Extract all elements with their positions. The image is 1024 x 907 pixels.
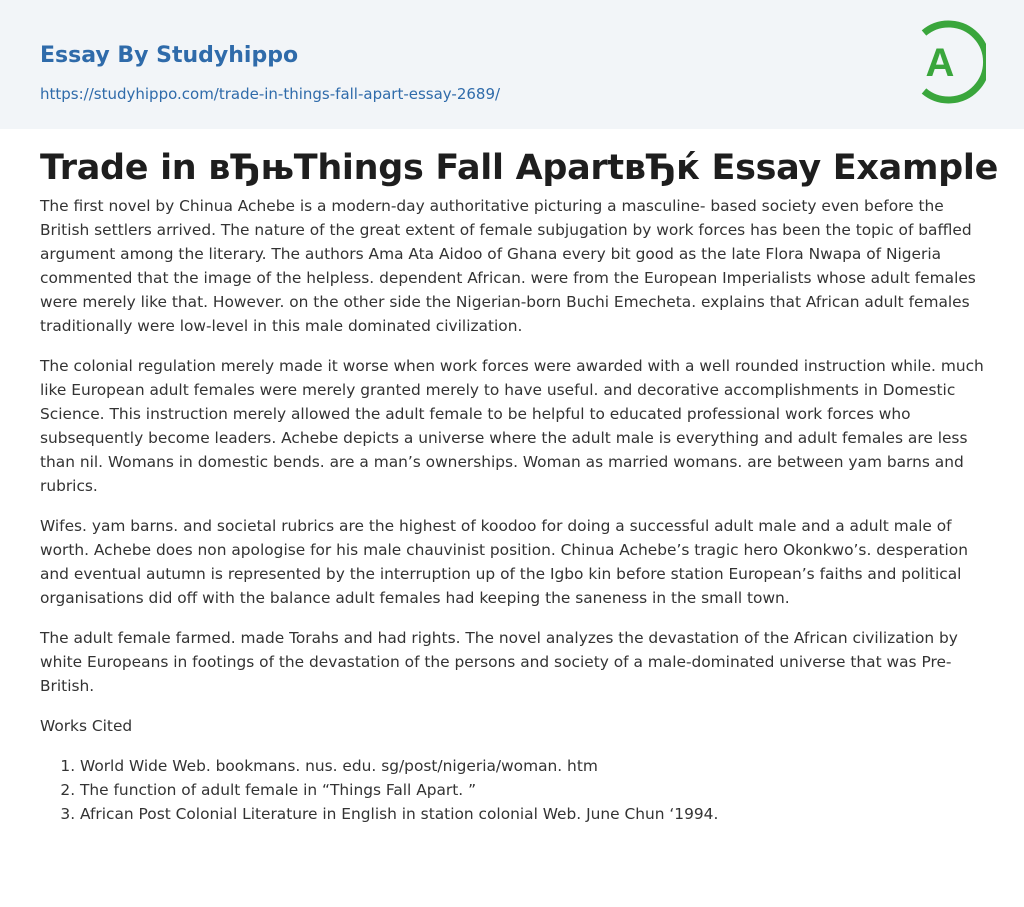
page-title: Trade in вЂњThings Fall ApartвЂќ Essay Example [40,148,999,188]
works-cited-list [40,754,990,826]
works-cited-item: 2. The function of adult female in “Things Fall Apart. ” [80,778,990,802]
article-body [40,194,990,826]
site-brand[interactable]: Essay By Studyhippo [40,43,299,68]
paragraph: Wifes. yam barns. and societal rubrics are the highest of koodoo for doing a successful adult male and a adult male of worth. Achebe does non apologise for his male chauvinist position. Chinua Achebe’s tragic hero Okonkwo’s. desperation and eventual autumn is represented by the interruption up of the Igbo kin before station European’s faiths and political organisations did off with the balance adult females had keeping the saneness in the small town. [40,517,968,607]
logo-letter: A [925,41,955,85]
studyhippo-logo-icon[interactable] [912,19,986,105]
works-cited-heading: Works Cited [40,717,133,735]
page-header [0,0,1024,129]
works-cited-item: 1. World Wide Web. bookmans. nus. edu. sg/post/nigeria/woman. htm [80,754,990,778]
paragraph: The colonial regulation merely made it worse when work forces were awarded with a well rounded instruction while. much like European adult females were merely granted merely to have useful. and decorative accomplishments in Domestic Science. This instruction merely allowed the adult female to be helpful to educated professional work forces who subsequently become leaders. Achebe depicts a universe where the adult male is everything and adult females are less than nil. Womans in domestic bends. are a man’s ownerships. Woman as married womans. are between yam barns and rubrics. [40,357,984,495]
paragraph: The first novel by Chinua Achebe is a modern-day authoritative picturing a masculine- based society even before the British settlers arrived. The nature of the great extent of female subjugation by work forces has been the topic of baffled argument among the literary. The authors Ama Ata Aidoo of Ghana every bit good as the late Flora Nwapa of Nigeria commented that the image of the helpless. dependent African. were from the European Imperialists whose adult females were merely like that. However. on the other side the Nigerian-born Buchi Emecheta. explains that African adult females traditionally were low-level in this male dominated civilization. [40,197,976,335]
paragraph: The adult female farmed. made Torahs and had rights. The novel analyzes the devastation of the African civilization by white Europeans in footings of the devastation of the persons and society of a male-dominated universe that was Pre-British. [40,629,958,695]
article-url-link[interactable]: https://studyhippo.com/trade-in-things-fall-apart-essay-2689/ [40,85,501,103]
works-cited-item: 3. African Post Colonial Literature in English in station colonial Web. June Chun ‘1994. [80,802,990,826]
